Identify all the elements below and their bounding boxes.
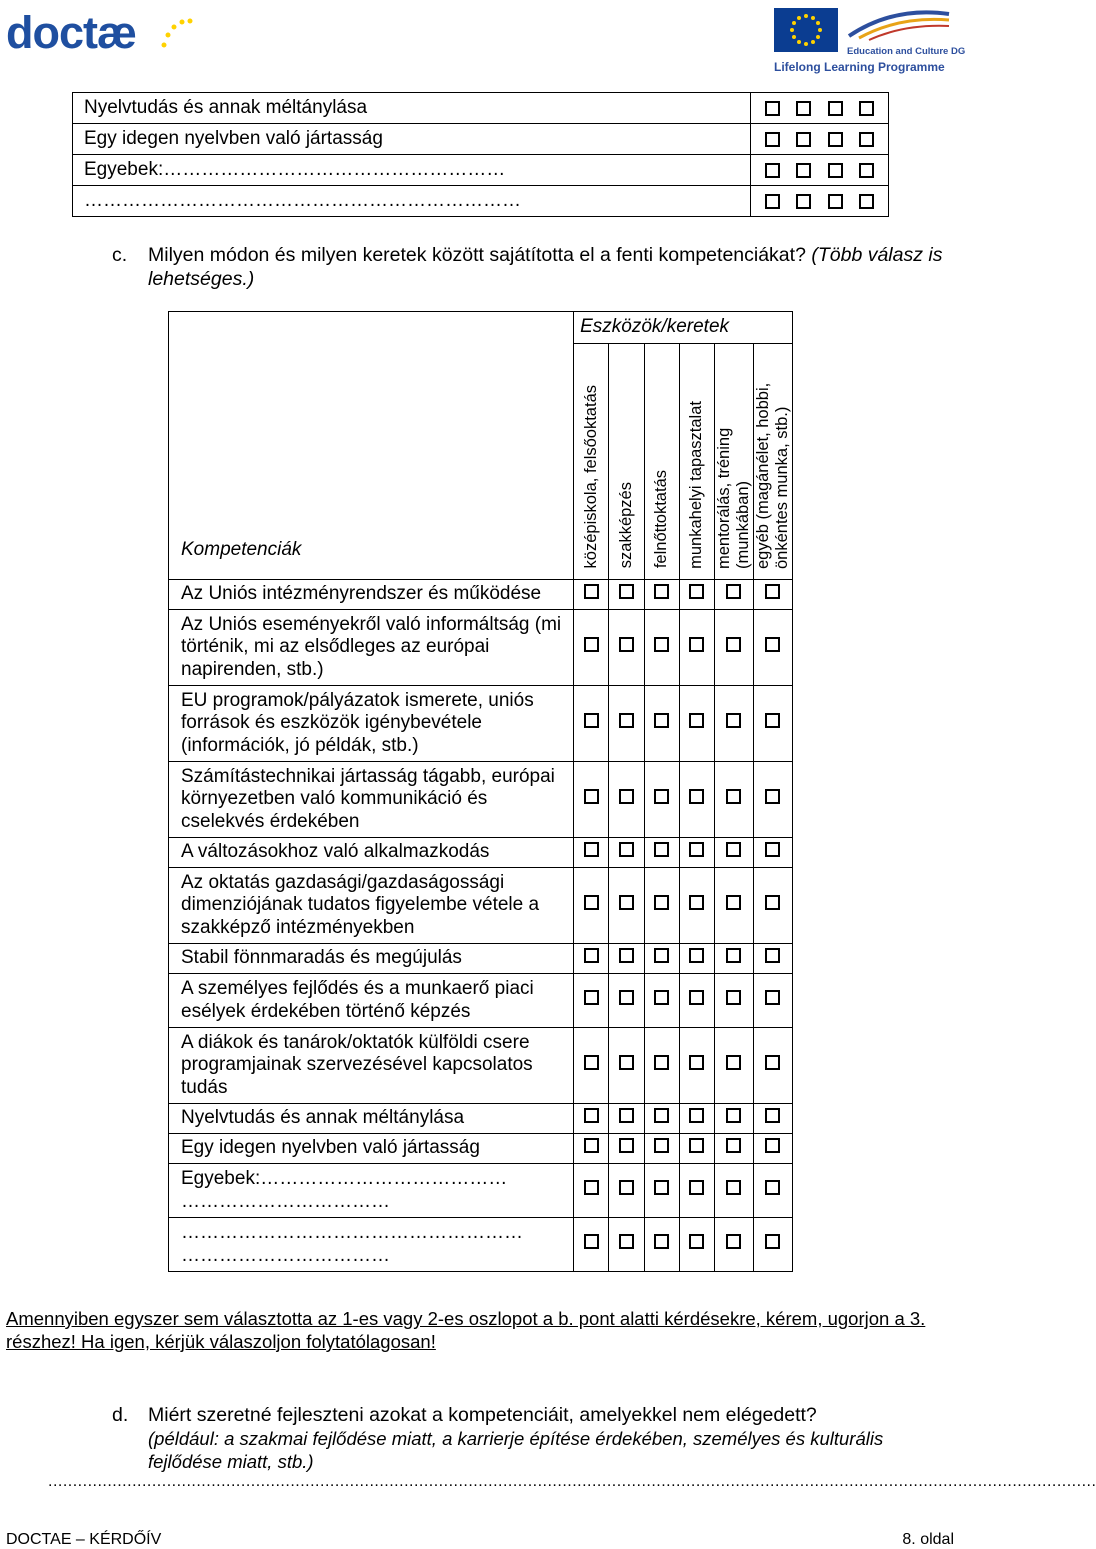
checkbox[interactable] <box>765 584 780 599</box>
competency-label: A személyes fejlődés és a munkaerő piaci esélyek érdekében történő képzés <box>169 974 574 1028</box>
checkbox[interactable] <box>584 948 599 963</box>
table-row <box>169 1164 793 1218</box>
checkbox[interactable] <box>619 1055 634 1070</box>
competency-label: Egy idegen nyelvben való jártasság <box>169 1134 574 1164</box>
checkbox[interactable] <box>689 990 704 1005</box>
checkbox[interactable] <box>765 1138 780 1153</box>
checkbox[interactable] <box>584 637 599 652</box>
table-row <box>169 1028 793 1104</box>
table-row <box>73 186 889 217</box>
checkbox[interactable] <box>689 948 704 963</box>
checkbox[interactable] <box>619 713 634 728</box>
column-header: mentorálás, tréning (munkában) <box>714 427 752 569</box>
checkbox[interactable] <box>689 713 704 728</box>
competency-label: A diákok és tanárok/oktatók külföldi csere programjainak szervezésével kapcsolatos tudás <box>169 1028 574 1104</box>
checkbox[interactable] <box>584 1234 599 1249</box>
column-header: egyéb (magánélet, hobbi, önkéntes munka, stb.) <box>753 382 791 569</box>
checkbox[interactable] <box>765 1180 780 1195</box>
competency-label: EU programok/pályázatok ismerete, uniós források és eszközök igénybevétele (információk, jó példák, stb.) <box>169 686 574 762</box>
checkbox[interactable] <box>796 163 811 178</box>
table-row <box>169 762 793 838</box>
table-row <box>169 580 793 610</box>
table-row <box>169 868 793 944</box>
table-row <box>73 155 889 186</box>
competency-label: ……………………………………………… …………………………… <box>169 1218 574 1272</box>
competency-label: Stabil fönnmaradás és megújulás <box>169 944 574 974</box>
checkbox[interactable] <box>654 895 669 910</box>
checkbox[interactable] <box>689 842 704 857</box>
competency-label: Az Uniós intézményrendszer és működése <box>169 580 574 610</box>
checkbox[interactable] <box>584 584 599 599</box>
table-row <box>73 93 889 124</box>
eu-dg-label: Education and Culture DG <box>847 46 966 57</box>
checkbox[interactable] <box>654 637 669 652</box>
competency-label: A változásokhoz való alkalmazkodás <box>169 838 574 868</box>
checkbox[interactable] <box>689 1055 704 1070</box>
table-row <box>169 974 793 1028</box>
question-letter: d. <box>112 1404 129 1426</box>
eu-stars-arc-icon <box>156 13 196 53</box>
checkbox[interactable] <box>689 1138 704 1153</box>
checkbox[interactable] <box>726 1234 741 1249</box>
checkbox[interactable] <box>765 1108 780 1123</box>
checkbox[interactable] <box>619 948 634 963</box>
checkbox[interactable] <box>726 895 741 910</box>
skip-instruction: Amennyiben egyszer sem választotta az 1-es vagy 2-es oszlopot a b. pont alatti kérdésekre, kérem, ugorjon a 3. részhez! Ha igen, kérjük válaszoljon folytatólagosan! <box>6 1308 926 1352</box>
question-text: Milyen módon és milyen keretek között sajátította el a fenti kompetenciákat? <box>148 244 806 266</box>
checkbox[interactable] <box>765 713 780 728</box>
row-label: Nyelvtudás és annak méltánylása <box>73 93 751 124</box>
question-text: Miért szeretné fejleszteni azokat a kompetenciáit, amelyekkel nem elégedett? <box>148 1404 817 1426</box>
checkbox[interactable] <box>654 1234 669 1249</box>
competency-header: Kompetenciák <box>169 312 574 580</box>
competency-label: Az Uniós eseményekről való informáltság (mi történik, mi az elsődleges az európai napirenden, stb.) <box>169 610 574 686</box>
checkbox[interactable] <box>654 948 669 963</box>
checkbox[interactable] <box>765 789 780 804</box>
checkbox[interactable] <box>726 1180 741 1195</box>
checkbox[interactable] <box>689 895 704 910</box>
column-header: munkahelyi tapasztalat <box>687 400 706 569</box>
footer-title: DOCTAE – KÉRDŐÍV <box>6 1531 162 1548</box>
column-header: középiskola, felsőoktatás <box>581 385 600 569</box>
competency-label: Nyelvtudás és annak méltánylása <box>169 1104 574 1134</box>
checkbox[interactable] <box>796 132 811 147</box>
checkbox[interactable] <box>619 637 634 652</box>
checkbox[interactable] <box>619 990 634 1005</box>
checkbox[interactable] <box>726 637 741 652</box>
checkbox[interactable] <box>765 194 780 209</box>
checkbox[interactable] <box>654 1138 669 1153</box>
checkbox[interactable] <box>584 713 599 728</box>
checkbox[interactable] <box>619 584 634 599</box>
checkbox[interactable] <box>584 895 599 910</box>
checkbox[interactable] <box>584 990 599 1005</box>
column-header: felnőttoktatás <box>652 470 671 569</box>
checkbox[interactable] <box>859 101 874 116</box>
checkbox[interactable] <box>765 1234 780 1249</box>
checkbox[interactable] <box>619 895 634 910</box>
row-label: …………………………………………………………… <box>73 186 751 217</box>
checkbox[interactable] <box>828 194 843 209</box>
checkbox[interactable] <box>726 842 741 857</box>
eu-flag-icon <box>774 8 838 52</box>
table-row <box>169 944 793 974</box>
checkbox[interactable] <box>765 948 780 963</box>
checkbox[interactable] <box>765 842 780 857</box>
checkbox[interactable] <box>689 1234 704 1249</box>
checkbox[interactable] <box>726 1108 741 1123</box>
llp-swoosh-icon <box>844 6 954 42</box>
checkbox[interactable] <box>584 1055 599 1070</box>
checkbox[interactable] <box>765 132 780 147</box>
eu-llp-logo <box>774 6 966 76</box>
checkbox[interactable] <box>796 194 811 209</box>
checkbox[interactable] <box>584 1108 599 1123</box>
checkbox[interactable] <box>619 1234 634 1249</box>
top-competency-table <box>72 92 889 217</box>
checkbox[interactable] <box>765 895 780 910</box>
checkbox[interactable] <box>765 990 780 1005</box>
eu-llp-label: Lifelong Learning Programme <box>774 60 945 74</box>
competency-label: Számítástechnikai jártasság tágabb, európai környezetben való kommunikáció és cselekvés érdekében <box>169 762 574 838</box>
question-hint: (Több válasz is lehetséges.) <box>148 244 943 290</box>
page-number: 8. oldal <box>902 1531 954 1548</box>
table-row <box>73 124 889 155</box>
checkbox[interactable] <box>828 163 843 178</box>
checkbox[interactable] <box>619 1108 634 1123</box>
checkbox[interactable] <box>584 789 599 804</box>
checkbox[interactable] <box>726 1138 741 1153</box>
checkbox[interactable] <box>859 132 874 147</box>
checkbox[interactable] <box>765 163 780 178</box>
table-row <box>169 1134 793 1164</box>
table-row <box>169 1104 793 1134</box>
checkbox[interactable] <box>726 789 741 804</box>
checkbox[interactable] <box>726 948 741 963</box>
doctae-logo-text: doctæ <box>6 7 136 58</box>
checkbox[interactable] <box>689 1108 704 1123</box>
table-row <box>169 686 793 762</box>
checkbox[interactable] <box>859 163 874 178</box>
checkbox[interactable] <box>654 842 669 857</box>
checkbox[interactable] <box>765 101 780 116</box>
question-letter: c. <box>112 244 128 266</box>
checkbox[interactable] <box>654 1055 669 1070</box>
checkbox[interactable] <box>828 101 843 116</box>
checkbox[interactable] <box>584 1180 599 1195</box>
checkbox[interactable] <box>726 584 741 599</box>
column-header: szakképzés <box>616 482 635 569</box>
tools-header: Eszközök/keretek <box>574 312 793 344</box>
answer-line[interactable]: .................................................................................................................................................................................................................... <box>48 1473 1096 1490</box>
checkbox[interactable] <box>726 713 741 728</box>
competency-label: Egyebek:………………………………… …………………………… <box>169 1164 574 1218</box>
checkbox[interactable] <box>619 1180 634 1195</box>
checkbox[interactable] <box>689 637 704 652</box>
checkbox[interactable] <box>619 789 634 804</box>
doctae-logo <box>6 8 196 58</box>
table-row <box>169 610 793 686</box>
row-label: Egyebek:……………………………………………… <box>73 155 751 186</box>
checkbox[interactable] <box>654 789 669 804</box>
table-row <box>169 838 793 868</box>
question-hint: (például: a szakmai fejlődése miatt, a karrierje építése érdekében, személyes és kulturális fejlődése miatt, stb.) <box>148 1428 884 1472</box>
checkbox[interactable] <box>619 842 634 857</box>
table-row <box>169 1218 793 1272</box>
checkbox[interactable] <box>859 194 874 209</box>
checkbox[interactable] <box>654 990 669 1005</box>
competency-table <box>168 311 793 1272</box>
checkbox[interactable] <box>654 1180 669 1195</box>
checkbox[interactable] <box>689 789 704 804</box>
checkbox[interactable] <box>726 990 741 1005</box>
checkbox[interactable] <box>584 842 599 857</box>
checkbox[interactable] <box>828 132 843 147</box>
checkbox[interactable] <box>726 1055 741 1070</box>
competency-label: Az oktatás gazdasági/gazdaságossági dimenziójának tudatos figyelembe vétele a szakképző intézményekben <box>169 868 574 944</box>
checkbox[interactable] <box>796 101 811 116</box>
checkbox[interactable] <box>654 713 669 728</box>
checkbox[interactable] <box>765 637 780 652</box>
row-label: Egy idegen nyelvben való jártasság <box>73 124 751 155</box>
checkbox[interactable] <box>654 1108 669 1123</box>
checkbox[interactable] <box>689 1180 704 1195</box>
checkbox[interactable] <box>654 584 669 599</box>
checkbox[interactable] <box>765 1055 780 1070</box>
checkbox[interactable] <box>689 584 704 599</box>
checkbox[interactable] <box>619 1138 634 1153</box>
checkbox[interactable] <box>584 1138 599 1153</box>
